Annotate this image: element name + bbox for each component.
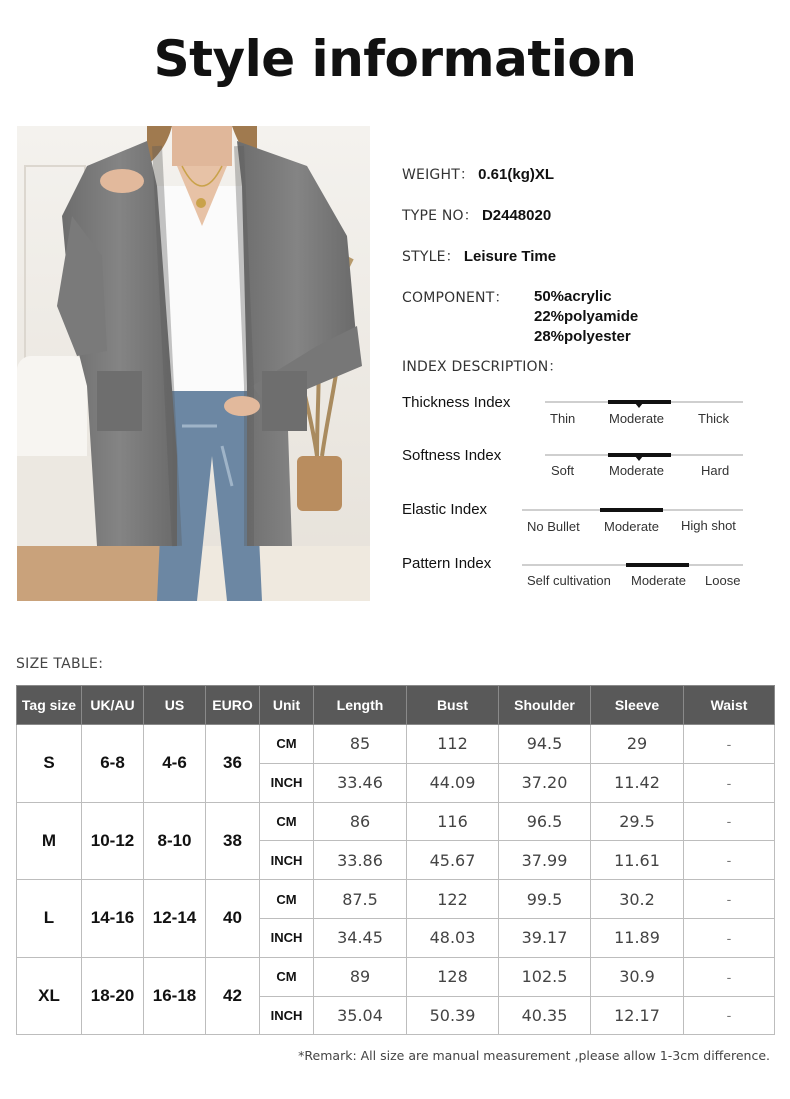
page-title: Style information [153, 30, 637, 88]
pattern-index-scale [522, 564, 743, 566]
sleeve-cell: 11.89 [591, 918, 684, 957]
shoulder-cell: 40.35 [499, 996, 591, 1035]
tag-size-cell: S [17, 725, 82, 803]
shoulder-cell: 37.20 [499, 763, 591, 802]
size-table [16, 685, 775, 1035]
header-cell: Bust [407, 686, 499, 725]
us-cell: 4-6 [144, 725, 206, 803]
elastic-index-label: Elastic Index [402, 501, 488, 518]
length-cell: 34.45 [314, 918, 407, 957]
uk-au-cell: 18-20 [82, 957, 144, 1035]
waist-cell: - [684, 957, 775, 996]
thickness-index-label: Thickness Index [402, 394, 511, 411]
waist-cell: - [684, 763, 775, 802]
euro-cell: 40 [206, 880, 260, 958]
bust-cell: 112 [407, 725, 499, 764]
bust-cell: 128 [407, 957, 499, 996]
header-cell: Shoulder [499, 686, 591, 725]
scale-marker-icon [635, 403, 643, 408]
unit-cell: INCH [260, 841, 314, 880]
table-row [17, 725, 775, 764]
euro-cell: 42 [206, 957, 260, 1035]
unit-cell: CM [260, 802, 314, 841]
size-table-caption: SIZE TABLE: [16, 656, 104, 672]
sleeve-cell: 30.2 [591, 880, 684, 919]
component-value: 22%polyamide [534, 308, 639, 325]
waist-cell: - [684, 996, 775, 1035]
length-cell: 35.04 [314, 996, 407, 1035]
thickness-option: Thick [698, 411, 730, 426]
tag-size-cell: M [17, 802, 82, 880]
pattern-option: Moderate [631, 573, 686, 588]
header-cell: Waist [684, 686, 775, 725]
bust-cell: 50.39 [407, 996, 499, 1035]
waist-cell: - [684, 802, 775, 841]
table-row [17, 802, 775, 841]
type-no-row [402, 205, 551, 225]
uk-au-cell: 6-8 [82, 725, 144, 803]
shoulder-cell: 37.99 [499, 841, 591, 880]
header-cell: Length [314, 686, 407, 725]
weight-label: WEIGHT： [402, 167, 475, 183]
pattern-option: Loose [705, 573, 741, 588]
scale-marker-icon [635, 456, 643, 461]
type-no-value: D2448020 [481, 207, 552, 224]
bust-cell: 44.09 [407, 763, 499, 802]
component-value: 50%acrylic [534, 288, 612, 305]
component-row [402, 287, 509, 307]
style-label: STYLE： [402, 249, 460, 265]
tag-size-cell: XL [17, 957, 82, 1035]
size-table-header [17, 686, 775, 725]
thickness-option: Moderate [609, 411, 664, 426]
shoulder-cell: 39.17 [499, 918, 591, 957]
unit-cell: CM [260, 725, 314, 764]
unit-cell: INCH [260, 763, 314, 802]
style-value: Leisure Time [463, 248, 557, 265]
waist-cell: - [684, 918, 775, 957]
softness-index-scale [545, 454, 743, 456]
size-remark: *Remark: All size are manual measurement ,please allow 1-3cm difference. [298, 1048, 770, 1063]
sleeve-cell: 11.61 [591, 841, 684, 880]
length-cell: 33.86 [314, 841, 407, 880]
elastic-option: High shot [681, 518, 736, 533]
bust-cell: 48.03 [407, 918, 499, 957]
product-photo [17, 126, 370, 601]
euro-cell: 38 [206, 802, 260, 880]
elastic-option: No Bullet [527, 519, 580, 534]
length-cell: 33.46 [314, 763, 407, 802]
waist-cell: - [684, 880, 775, 919]
index-description-label: INDEX DESCRIPTION： [402, 359, 563, 375]
softness-index-label: Softness Index [402, 447, 502, 464]
component-label: COMPONENT： [402, 290, 509, 306]
component-value: 28%polyester [534, 328, 631, 345]
shoulder-cell: 94.5 [499, 725, 591, 764]
pattern-index-label: Pattern Index [402, 555, 492, 572]
us-cell: 12-14 [144, 880, 206, 958]
type-no-label: TYPE NO： [402, 208, 478, 224]
softness-option: Soft [551, 463, 575, 478]
length-cell: 87.5 [314, 880, 407, 919]
bust-cell: 122 [407, 880, 499, 919]
bust-cell: 116 [407, 802, 499, 841]
header-cell: US [144, 686, 206, 725]
sleeve-cell: 29.5 [591, 802, 684, 841]
elastic-index-scale [522, 509, 743, 511]
length-cell: 86 [314, 802, 407, 841]
uk-au-cell: 14-16 [82, 880, 144, 958]
softness-option: Hard [701, 463, 730, 478]
unit-cell: INCH [260, 996, 314, 1035]
weight-row [402, 164, 554, 184]
scale-selected-segment [600, 508, 663, 512]
waist-cell: - [684, 841, 775, 880]
style-row [402, 246, 556, 266]
component-values [534, 287, 638, 347]
shoulder-cell: 102.5 [499, 957, 591, 996]
thickness-option: Thin [550, 411, 576, 426]
waist-cell: - [684, 725, 775, 764]
us-cell: 8-10 [144, 802, 206, 880]
shoulder-cell: 99.5 [499, 880, 591, 919]
euro-cell: 36 [206, 725, 260, 803]
length-cell: 85 [314, 725, 407, 764]
length-cell: 89 [314, 957, 407, 996]
sleeve-cell: 30.9 [591, 957, 684, 996]
sleeve-cell: 11.42 [591, 763, 684, 802]
header-cell: Sleeve [591, 686, 684, 725]
weight-value: 0.61(kg)XL [478, 166, 555, 183]
unit-cell: INCH [260, 918, 314, 957]
bust-cell: 45.67 [407, 841, 499, 880]
pattern-option: Self cultivation [527, 573, 611, 588]
thickness-index-scale [545, 401, 743, 403]
product-image [17, 126, 370, 601]
shoulder-cell: 96.5 [499, 802, 591, 841]
scale-selected-segment [626, 563, 689, 567]
index-description-row [402, 356, 563, 376]
unit-cell: CM [260, 957, 314, 996]
header-cell: UK/AU [82, 686, 144, 725]
table-row [17, 957, 775, 996]
uk-au-cell: 10-12 [82, 802, 144, 880]
sleeve-cell: 29 [591, 725, 684, 764]
table-row [17, 880, 775, 919]
softness-option: Moderate [609, 463, 664, 478]
header-cell: Tag size [17, 686, 82, 725]
tag-size-cell: L [17, 880, 82, 958]
header-cell: EURO [206, 686, 260, 725]
header-cell: Unit [260, 686, 314, 725]
elastic-option: Moderate [604, 519, 659, 534]
sleeve-cell: 12.17 [591, 996, 684, 1035]
us-cell: 16-18 [144, 957, 206, 1035]
unit-cell: CM [260, 880, 314, 919]
